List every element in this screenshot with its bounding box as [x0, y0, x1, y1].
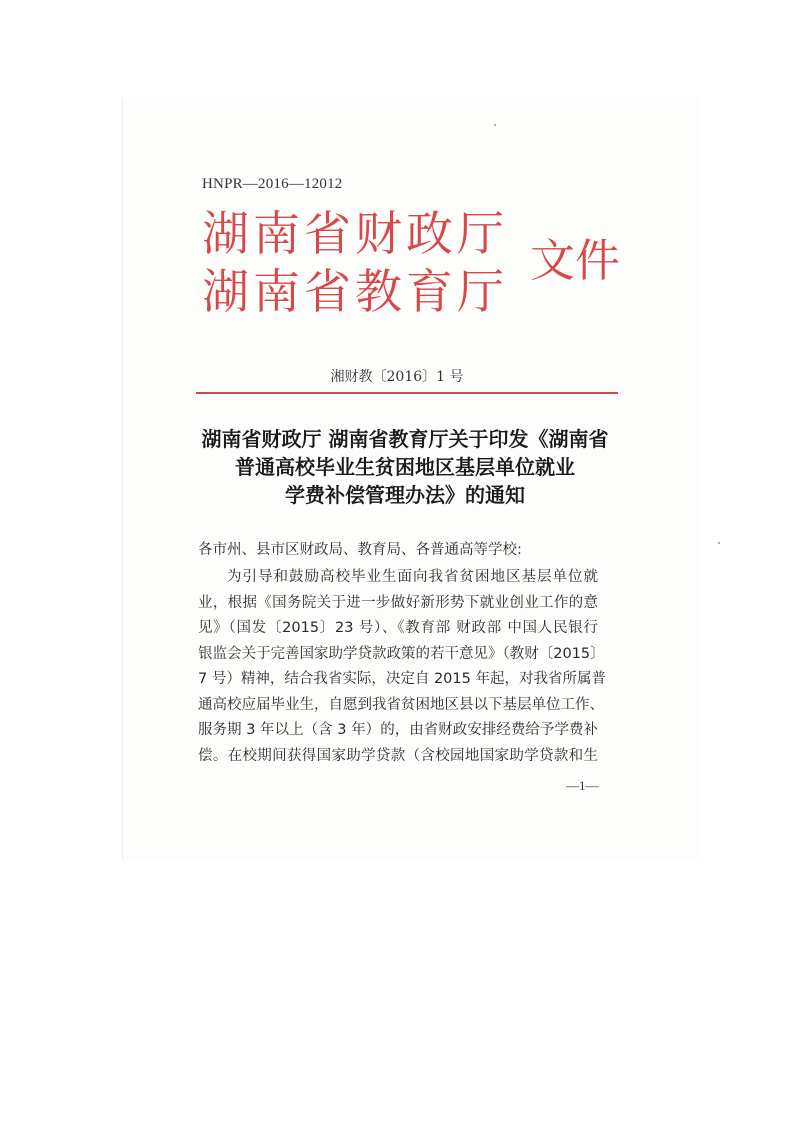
issuer-suffix: 文件	[530, 234, 621, 287]
body-line: 银监会关于完善国家助学贷款政策的若干意见》（教财〔2015〕	[198, 645, 605, 662]
document-number: 湘财教〔2016〕1 号	[330, 369, 464, 385]
body-paragraph	[198, 565, 606, 769]
scan-speck	[494, 124, 496, 126]
document-title	[170, 425, 640, 509]
recipients: 各市州、县市区财政局、教育局、各普通高等学校:	[198, 542, 522, 558]
issuer-education-department: 湖南省教育厅	[202, 265, 508, 320]
body-line: 偿。在校期间获得国家助学贷款（含校园地国家助学贷款和生	[198, 747, 598, 764]
issuer-block	[202, 206, 508, 322]
document-code: HNPR—2016—12012	[202, 176, 343, 192]
issuer-finance-department: 湖南省财政厅	[202, 207, 508, 262]
body-line: 服务期 3 年以上（含 3 年）的，由省财政安排经费给予学费补	[198, 722, 598, 738]
body-line: 为引导和鼓励高校毕业生面向我省贫困地区基层单位就	[227, 569, 598, 585]
title-line: 学费补偿管理办法》的通知	[285, 483, 525, 507]
body-line: 业，根据《国务院关于进一步做好新形势下就业创业工作的意	[198, 594, 598, 611]
scan-speck	[718, 542, 720, 544]
title-line: 普通高校毕业生贫困地区基层单位就业	[235, 455, 575, 479]
header-divider	[196, 392, 618, 394]
body-line: 7 号）精神，结合我省实际，决定自 2015 年起，对我省所属普	[198, 671, 606, 687]
body-line: 通高校应届毕业生，自愿到我省贫困地区县以下基层单位工作、	[198, 696, 604, 713]
title-line: 湖南省财政厅 湖南省教育厅关于印发《湖南省	[201, 427, 609, 451]
page-number: —1—	[566, 778, 599, 793]
body-line: 见》（国发〔2015〕23 号）、《教育部 财政部 中国人民银行	[198, 620, 598, 636]
